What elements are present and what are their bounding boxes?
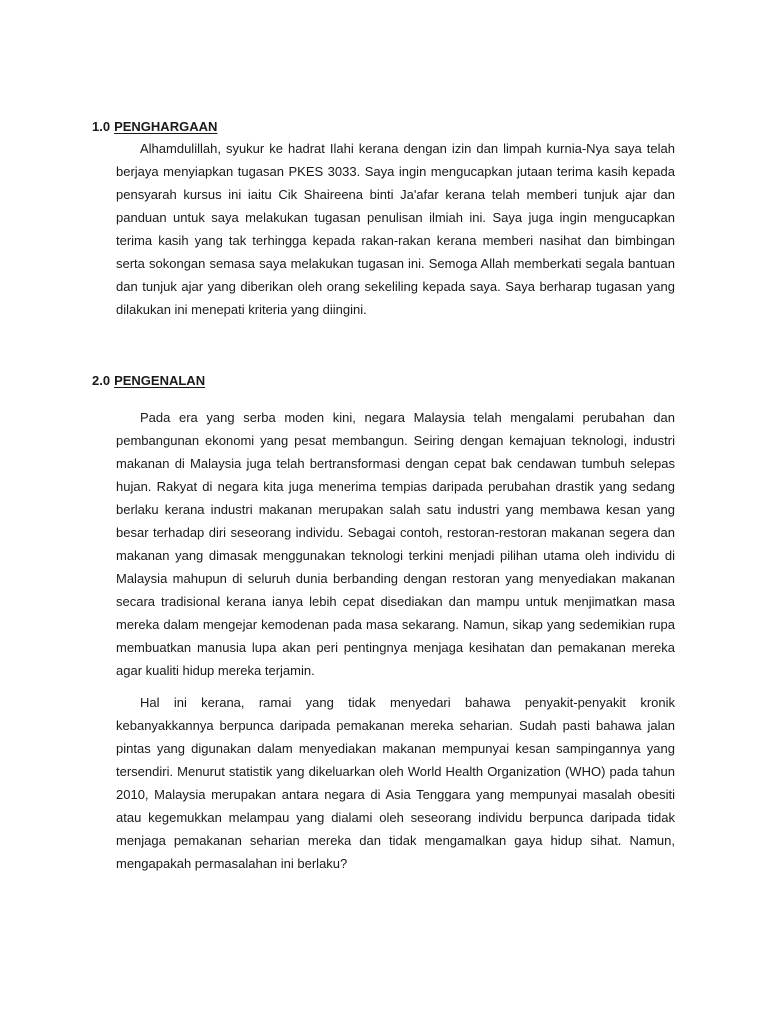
paragraph: Alhamdulillah, syukur ke hadrat Ilahi kerana dengan izin dan limpah kurnia-Nya saya telah berjaya menyiapkan tugasan PKES 3033. Saya ingin mengucapkan jutaan terima kasih kepada pensyarah kursus ini iaitu Cik Shaireena binti Ja'afar kerana telah memberi tunjuk ajar dan panduan untuk saya melakukan tugasan penulisan ilmiah ini. Saya juga ingin mengucapkan terima kasih yang tak terhingga kepada rakan-rakan kerana memberi nasihat dan bimbingan serta sokongan semasa saya melakukan tugasan ini. Semoga Allah memberkati segala bantuan dan tunjuk ajar yang diberikan oleh orang sekeliling kepada saya. Saya berharap tugasan yang dilakukan ini menepati kriteria yang diingini. (116, 141, 675, 317)
section-heading (92, 373, 675, 389)
section-heading (92, 119, 675, 135)
section-number: 2.0 (92, 373, 111, 388)
section-title: PENGENALAN (114, 373, 206, 388)
section-pengenalan (92, 373, 675, 875)
paragraph: Pada era yang serba moden kini, negara Malaysia telah mengalami perubahan dan pembangunan ekonomi yang pesat membangun. Seiring dengan kemajuan teknologi, industri makanan di Malaysia juga telah bertransformasi dengan cepat bak cendawan tumbuh selepas hujan. Rakyat di negara kita juga menerima tempias daripada perubahan drastik yang sedang berlaku kerana industri makanan merupakan salah satu industri yang membawa kesan yang besar terhadap diri seseorang individu. Sebagai contoh, restoran-restoran makanan segera dan makanan yang dimasak menggunakan teknologi terkini menjadi pilihan utama oleh individu di Malaysia mahupun di seluruh dunia berbanding dengan restoran yang menyediakan makanan secara tradisional kerana ianya lebih cepat disediakan dan mampu untuk menjimatkan masa mereka dalam mengejar kemodenan pada masa sekarang. Namun, sikap yang sedemikian rupa membuatkan manusia lupa akan peri pentingnya menjaga kesihatan dan pemakanan mereka agar kualiti hidup mereka terjamin. (116, 410, 675, 678)
section-penghargaan (92, 119, 675, 321)
section-title: PENGHARGAAN (114, 119, 218, 134)
paragraph: Hal ini kerana, ramai yang tidak menyedari bahawa penyakit-penyakit kronik kebanyakkannya berpunca daripada pemakanan mereka seharian. Sudah pasti bahawa jalan pintas yang digunakan dalam menyediakan makanan mempunyai kesan sampingannya yang tersendiri. Menurut statistik yang dikeluarkan oleh World Health Organization (WHO) pada tahun 2010, Malaysia merupakan antara negara di Asia Tenggara yang mempunyai masalah obesiti atau kegemukkan melampau yang dialami oleh seseorang individu berpunca daripada tidak menjaga pemakanan seharian mereka dan tidak mengamalkan gaya hidup sihat. Namun, mengapakah permasalahan ini berlaku? (116, 695, 675, 871)
section-number: 1.0 (92, 119, 111, 134)
